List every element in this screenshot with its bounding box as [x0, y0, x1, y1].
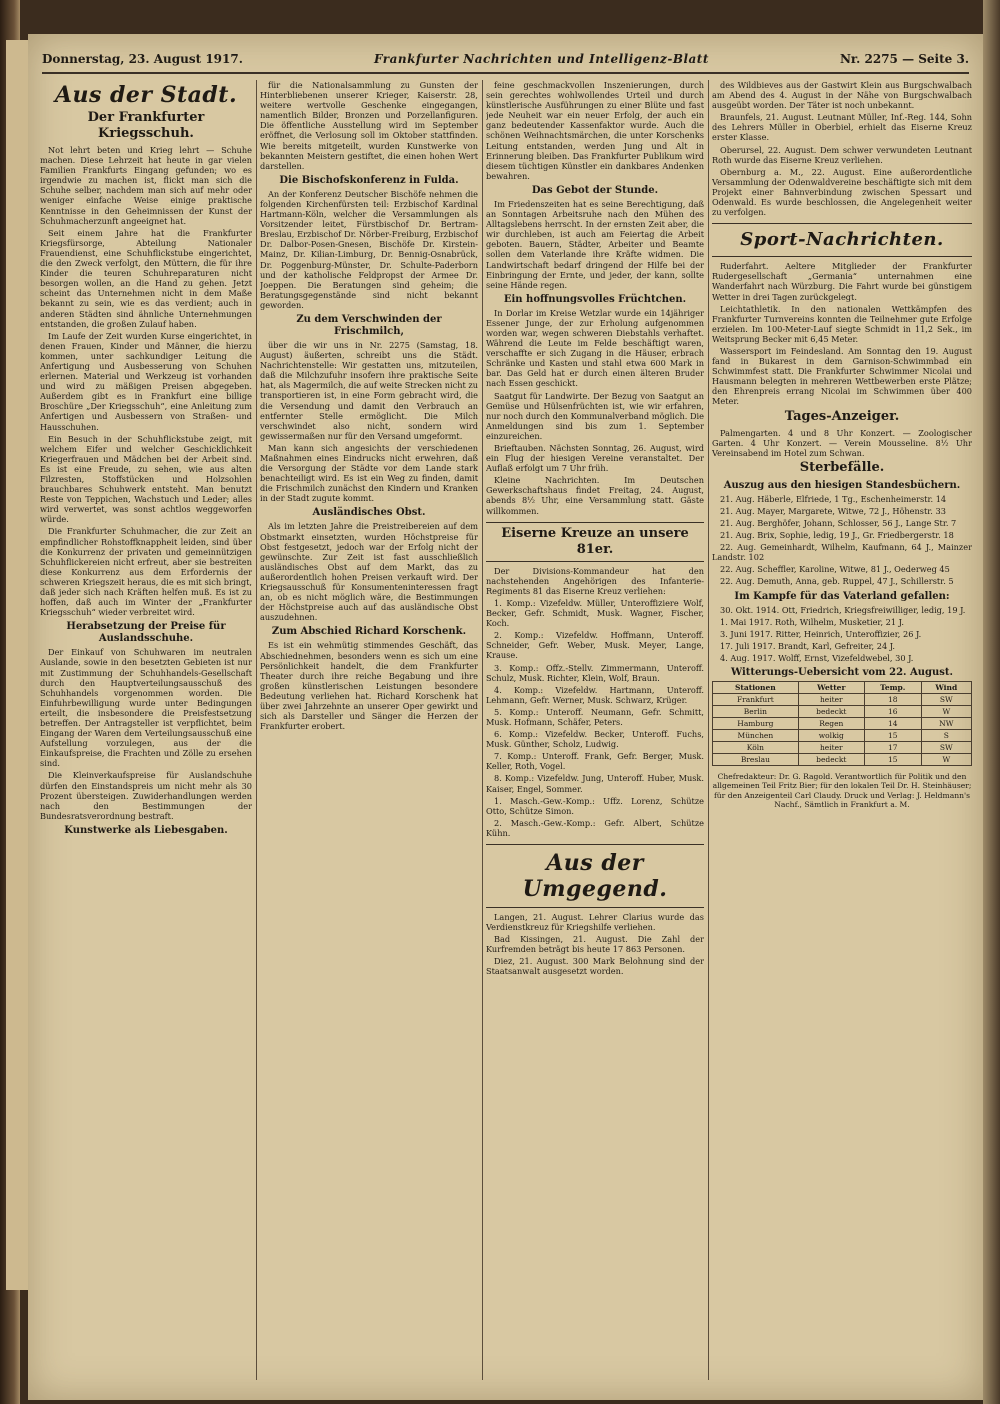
table-cell: Regen — [798, 718, 864, 730]
paragraph: Bad Kissingen, 21. August. Die Zahl der Kurfremden beträgt bis heute 17 863 Personen. — [486, 934, 704, 955]
header-date: Donnerstag, 23. August 1917. — [42, 52, 243, 66]
table-cell: W — [921, 754, 971, 766]
table-row — [713, 742, 972, 754]
paragraph: Leichtathletik. In den nationalen Wettkämpfen des Frankfurter Turnvereins konnten die Teilnehmer gute Erfolge erzielen. Im 100-Meter-Lauf siegte Schmidt in 11,2 Sek., im Weitsprung Becker mit 6,45 Meter. — [712, 303, 972, 344]
weather-table — [712, 681, 972, 766]
table-cell: 18 — [864, 694, 921, 706]
column-divider — [482, 80, 483, 1380]
paragraph: Wassersport im Feindesland. Am Sonntag den 19. August fand in Bukarest in dem Garnison-Schwimmbad ein Schwimmfest statt. Die Frankfurter Schwimmer Nicolai und Hausmann belegten in mehreren Wettbewerben erste Plätze; den Ehrenpreis errang Nicolai im Schwimmen über 400 Meter. — [712, 345, 972, 407]
table-row — [713, 694, 972, 706]
newspaper-page — [28, 34, 983, 1400]
paragraph: Der Divisions-Kommandeur hat den nachstehenden Angehörigen des Infanterie-Regiments 81 das Eiserne Kreuz verliehen: — [486, 565, 704, 596]
article-title-fruechtchen: Ein hoffnungsvolles Früchtchen. — [503, 293, 687, 305]
paragraph: Seit einem Jahre hat die Frankfurter Kriegsfürsorge, Abteilung Nationaler Frauendienst, eine Schuhflickstube eingerichtet, die den Zweck verfolgt, den Müttern, die für ihre Kinder die teuren Schuhreparaturen nicht besorgen wollen, an die Hand zu gehen. Jetzt scheint das Unternehmen nicht in dem Maße bekannt zu sein, wie es das verdient; auch in anderen Städten sind ähnliche Unternehmungen entstanden, die großen Zulauf haben. — [40, 227, 252, 329]
fallen-entry: 3. Juni 1917. Ritter, Heinrich, Unteroffizier, 26 J. — [720, 628, 922, 639]
death-entry: 21. Aug. Mayer, Margarete, Witwe, 72 J., Höhenstr. 33 — [720, 505, 946, 516]
paragraph: feine geschmackvollen Inszenierungen, durch sein gerechtes wohlwollendes Urteil und durch künstlerische Ausführungen zu einer Blüte und fast jede Neuheit war ein neuer Erfolg, der auch ein ganz bedeutender Kassenfaktor wurde. Auch die schönen Weihnachtsmärchen, die unter Korschenks Leitung entstanden, werden Jung und Alt in Erinnerung bleiben. Das Frankfurter Publikum wird diesem tüchtigen Künstler ein dankbares Andenken bewahren. — [486, 80, 704, 181]
paragraph: Palmengarten. 4 und 8 Uhr Konzert. — Zoologischer Garten. 4 Uhr Konzert. — Verein Mousseline. 8½ Uhr Vereinsabend im Hotel zum Schwan. — [712, 427, 972, 458]
paragraph: Braunfels, 21. August. Leutnant Müller, Inf.-Reg. 144, Sohn des Lehrers Müller in Oberbiel, erhielt das Eiserne Kreuz erster Klasse. — [712, 112, 972, 143]
news-note: Kleine Nachrichten. Im Deutschen Gewerkschaftshaus findet Freitag, 24. August, abends 8½ Uhr, eine Versammlung statt. Gäste willkommen. — [486, 475, 704, 516]
section-title-tages-anzeiger: Tages-Anzeiger. — [784, 408, 900, 424]
umgegend-header — [486, 844, 704, 908]
table-row — [713, 730, 972, 742]
section-title-sport: Sport-Nachrichten. — [740, 229, 944, 251]
death-entry: 21. Aug. Brix, Sophie, ledig, 19 J., Gr. Friedbergerstr. 18 — [720, 530, 954, 541]
header-masthead: Frankfurter Nachrichten und Intelligenz-Blatt — [373, 52, 709, 66]
list-item: 5. Komp.: Unteroff. Neumann, Gefr. Schmitt, Musk. Hofmann, Schäfer, Peters. — [486, 706, 704, 727]
table-cell: 15 — [864, 754, 921, 766]
column-4 — [712, 80, 972, 1380]
paragraph: Der Einkauf von Schuhwaren im neutralen Auslande, sowie in den besetzten Gebieten ist nur mit Zustimmung der Schuhhandels-Gesellschaft durch den Hauptverteilungsausschuß des Schuhhandels vorgenommen worden. Die Einfuhrbewilligung wurde unter Bedingungen erteilt, die insbesondere die Preisfestsetzung betreffen. Der Antragsteller ist verpflichtet, beim Eingang der Waren dem Verteilungsausschuß eine Aufstellung vorzulegen, aus der die Einkaufspreise, die Frachten und Zölle zu ersehen sind. — [40, 647, 252, 769]
column-divider — [256, 80, 257, 1380]
list-item: 6. Komp.: Vizefeldw. Becker, Unteroff. Fuchs, Musk. Günther, Scholz, Ludwig. — [486, 729, 704, 750]
table-cell: Frankfurt — [713, 694, 799, 706]
article-title-bischofskonferenz: Die Bischofskonferenz in Fulda. — [279, 174, 459, 186]
paragraph: In Dorlar im Kreise Wetzlar wurde ein 14jähriger Essener Junge, der zur Erholung aufgenommen worden war, wegen schweren Diebstahls verhaftet. Während die Leute im Felde beschäftigt waren, verschaffte er sich Zugang in die Häuser, erbrach Schränke und Kasten und stahl etwa 600 Mark in bar. Das Geld hat er durch einen älteren Bruder nach Essen geschickt. — [486, 307, 704, 389]
fallen-entry: 17. Juli 1917. Brandt, Karl, Gefreiter, 24 J. — [720, 640, 896, 651]
table-cell: München — [713, 730, 799, 742]
paragraph: Langen, 21. August. Lehrer Clarius wurde das Verdienstkreuz für Kriegshilfe verliehen. — [486, 912, 704, 933]
table-cell: Hamburg — [713, 718, 799, 730]
section-title-sterbefaelle: Sterbefälle. — [799, 459, 885, 475]
list-item: 8. Komp.: Vizefeldw. Jung, Unteroff. Huber, Musk. Kaiser, Engel, Sommer. — [486, 773, 704, 794]
table-cell: Breslau — [713, 754, 799, 766]
paragraph: Im Laufe der Zeit wurden Kurse eingerichtet, in denen Frauen, Kinder und Männer, die hierzu kommen, unter sachkundiger Leitung die Anfertigung und Ausbesserung von Schuhen erlernen. Material und Werkzeug ist vorhanden und wird zu mäßigen Preisen abgegeben. Außerdem gibt es in Frankfurt eine billige Broschüre „Der Kriegsschuh“, eine Anleitung zum Anfertigen und Ausbessern von Straßen- und Hausschuhen. — [40, 330, 252, 432]
paragraph: Obernburg a. M., 22. August. Eine außerordentliche Versammlung der Odenwaldvereine beschäftigte sich mit dem Projekt einer Bahnverbindung zwischen Spessart und Odenwald. Es wurde beschlossen, die Angelegenheit weiter zu verfolgen. — [712, 166, 972, 218]
table-cell: 16 — [864, 706, 921, 718]
death-entry: 21. Aug. Häberle, Elfriede, 1 Tg., Eschenheimerstr. 14 — [720, 493, 947, 504]
table-row — [713, 706, 972, 718]
table-cell: NW — [921, 718, 971, 730]
table-header-row — [713, 682, 972, 694]
article-title-preise: Herabsetzung der Preise für Auslandsschuhe. — [66, 621, 226, 645]
death-entry: 22. Aug. Demuth, Anna, geb. Ruppel, 47 J., Schillerstr. 5 — [720, 576, 954, 587]
paragraph: für die Nationalsammlung zu Gunsten der Hinterbliebenen unserer Krieger, Kaiserstr. 28, weitere wertvolle Geschenke eingegangen, namentlich Bilder, Bronzen und Porzellanfiguren. Die öffentliche Ausstellung wird im September eröffnet, die Verlosung soll im Oktober stattfinden. Wie bereits mitgeteilt, wurden Kunstwerke von bekannten Meistern gestiftet, die einen hohen Wert darstellen. — [260, 80, 478, 171]
header-page-number: Nr. 2275 — Seite 3. — [839, 52, 969, 66]
paragraph: Ruderfahrt. Aeltere Mitglieder der Frankfurter Rudergesellschaft „Germania“ unternahmen eine Wanderfahrt nach Würzburg. Die Fahrt wurde bei günstigem Wetter in drei Tagen zurückgelegt. — [712, 261, 972, 302]
paragraph: An der Konferenz Deutscher Bischöfe nehmen die folgenden Kirchenfürsten teil: Erzbischof Kardinal Hartmann-Köln, welcher die Versammlungen als Vorsitzender leitet, Fürstbischof Dr. Bertram-Breslau, Erzbischof Dr. Nörber-Freiburg, Erzbischof Dr. Dalbor-Posen-Gnesen, Bischöfe Dr. Kirstein-Mainz, Dr. Kilian-Limburg, Dr. Bennig-Osnabrück, Dr. Poggenburg-Münster, Dr. Schulte-Paderborn und der katholische Feldpropst der Armee Dr. Joeppen. Die Beratungen sind geheim; die Beratungsgegenstände sind nicht bekannt geworden. — [260, 188, 478, 310]
death-entry: 22. Aug. Gemeinhardt, Wilhelm, Kaufmann, 64 J., Mainzer Landstr. 102 — [712, 542, 972, 563]
column-3 — [486, 80, 704, 1380]
table-header: Stationen — [713, 682, 799, 694]
list-item: 4. Komp.: Vizefeldw. Hartmann, Unteroff. Lehmann, Gefr. Werner, Musk. Schwarz, Krüger. — [486, 684, 704, 705]
list-item: 7. Komp.: Unteroff. Frank, Gefr. Berger, Musk. Keller, Roth, Vogel. — [486, 751, 704, 772]
paragraph: Not lehrt beten und Krieg lehrt — Schuhe machen. Diese Lehrzeit hat heute in gar vielen Familien Frankfurts Eingang gefunden; wo es irgendwie zu machen ist, flickt man sich die Schuhe selber, nachdem man sich auf mehr oder weniger einfache Weise einige praktische Kenntnisse in den Geheimnissen der Kunst der Schuhmacherzunft angeeignet hat. — [40, 145, 252, 226]
section-title-umgegend: Aus der Umgegend. — [522, 850, 668, 902]
article-title-kriegsschuh: Der Frankfurter Kriegsschuh. — [87, 110, 205, 141]
paragraph: Man kann sich angesichts der verschiedenen Maßnahmen eines Eindrucks nicht erwehren, daß die Versorgung der Städte vor dem Lande stark benachteiligt wird. Es ist ein Weg zu finden, damit die Frischmilch zunächst den Kindern und Kranken in der Stadt zugute kommt. — [260, 442, 478, 504]
death-entry: 21. Aug. Berghöfer, Johann, Schlosser, 56 J., Lange Str. 7 — [720, 518, 957, 528]
imprint: Chefredakteur: Dr. G. Ragold. Verantwortlich für Politik und den allgemeinen Teil Fritz Bier; für den lokalen Teil Dr. H. Steinhäuser; für den Anzeigenteil Carl Claudy. Druck und Verlag: J. Heldmann's Nachf., Sämtlich in Frankfurt a. M. — [712, 772, 972, 810]
article-title-kunstwerke: Kunstwerke als Liebesgaben. — [64, 824, 228, 836]
list-item: 1. Masch.-Gew.-Komp.: Uffz. Lorenz, Schütze Otto, Schütze Simon. — [486, 795, 704, 816]
fallen-entry: 30. Okt. 1914. Ott, Friedrich, Kriegsfreiwilliger, ledig, 19 J. — [720, 604, 966, 615]
sport-header — [712, 223, 972, 257]
table-cell: 15 — [864, 730, 921, 742]
paragraph: Als im letzten Jahre die Preistreibereien auf dem Obstmarkt einsetzten, wurden Höchstpreise für Obst festgesetzt, jedoch war der Erfolg nicht der gewünschte. Zur Zeit ist fast ausschließlich ausländisches Obst auf dem Markt, das zu außerordentlich hohen Preisen verkauft wird. Der Kriegsausschuß für Konsumenteninteressen fragt an, ob es nicht möglich wäre, die Bestimmungen der Höchstpreise auch auf das ausländische Obst auszudehnen. — [260, 521, 478, 623]
table-cell: Köln — [713, 742, 799, 754]
section-title-city: Aus der Stadt. — [54, 82, 238, 108]
table-cell: SW — [921, 742, 971, 754]
table-row — [713, 718, 972, 730]
column-divider — [708, 80, 709, 1380]
column-2 — [260, 80, 478, 1380]
table-cell: W — [921, 706, 971, 718]
list-item: 1. Komp.: Vizefeldw. Müller, Unteroffiziere Wolf, Becker, Gefr. Schmidt, Musk. Wagner, Fischer, Koch. — [486, 597, 704, 629]
paragraph: über die wir uns in Nr. 2275 (Samstag, 18. August) äußerten, schreibt uns die Städt. Nachrichtenstelle: Wir gestatten uns, mitzuteilen, daß die Milchzufuhr insofern ihre praktische Seite hat, als Magermilch, die auf weite Strecken nicht zu transportieren ist, in eine Form gebracht wird, die die Versendung und damit den Verbrauch an entfernter Stelle ermöglicht. Die Milch verschwindet also nicht, sondern wird gewissermaßen nur für den Versand umgeformt. — [260, 339, 478, 441]
table-cell: heiter — [798, 694, 864, 706]
table-cell: 17 — [864, 742, 921, 754]
paragraph: Diez, 21. August. 300 Mark Belohnung sind der Staatsanwalt ausgesetzt worden. — [486, 956, 704, 977]
eiserne-kreuze-header — [486, 522, 704, 562]
table-cell: heiter — [798, 742, 864, 754]
paragraph: Ein Besuch in der Schuhflickstube zeigt, mit welchem Eifer und welcher Geschicklichkeit Kriegerfrauen und Mädchen bei der Arbeit sind. Es ist eine Freude, zu sehen, wie aus alten Filzresten, Stoffstücken und Holzsohlen brauchbares Schuhwerk entsteht. Man benutzt Reste von Teppichen, Wachstuch und Leder; alles wird verwertet, was sonst achtlos weggeworfen würde. — [40, 433, 252, 525]
article-title-gebot: Das Gebot der Stunde. — [531, 184, 659, 196]
table-header: Wetter — [798, 682, 864, 694]
article-title-obst: Ausländisches Obst. — [312, 507, 426, 519]
table-cell: SW — [921, 694, 971, 706]
paragraph: des Wildbieves aus der Gastwirt Klein aus Burgschwalbach am Abend des 4. August in der Nähe von Burgschwalbach ausgeübt worden. Der Täter ist noch unbekannt. — [712, 80, 972, 111]
list-item: 2. Komp.: Vizefeldw. Hoffmann, Unteroff. Schneider, Gefr. Weber, Musk. Meyer, Lange, Krause. — [486, 630, 704, 661]
table-header: Temp. — [864, 682, 921, 694]
article-title-abschied: Zum Abschied Richard Korschenk. — [271, 626, 467, 638]
paragraph: Oberursel, 22. August. Dem schwer verwundeten Leutnant Roth wurde das Eiserne Kreuz verliehen. — [712, 144, 972, 165]
page-header — [42, 52, 969, 74]
list-item: 2. Masch.-Gew.-Komp.: Gefr. Albert, Schütze Kühn. — [486, 817, 704, 838]
death-entry: 22. Aug. Scheffler, Karoline, Witwe, 81 J., Oederweg 45 — [720, 564, 950, 575]
list-item: 3. Komp.: Offz.-Stellv. Zimmermann, Unteroff. Schulz, Musk. Richter, Klein, Wolf, Braun. — [486, 662, 704, 683]
fallen-entry: 1. Mai 1917. Roth, Wilhelm, Musketier, 21 J. — [720, 616, 904, 627]
fallen-entry: 4. Aug. 1917. Wolff, Ernst, Vizefeldwebel, 30 J. — [720, 652, 914, 663]
table-cell: bedeckt — [798, 754, 864, 766]
article-title-frischmilch: Zu dem Verschwinden der Frischmilch, — [296, 313, 442, 337]
news-note: Brieftauben. Nächsten Sonntag, 26. August, wird ein Flug der hiesigen Vereine veranstaltet. Der Auflaß erfolgt um 7 Uhr früh. — [486, 443, 704, 474]
paragraph: Im Friedenszeiten hat es seine Berechtigung, daß an Sonntagen Arbeitsruhe nach den Mühen des Alltagslebens herrscht. In der ernsten Zeit aber, die wir durchleben, ist auch am Feiertag die Arbeit geboten. Bauern, Städter, Arbeiter und Beamte sollen dem Vaterlande ihre Kräfte widmen. Die Landwirtschaft bedarf dringend der Hilfe bei der Einbringung der Ernte, und jeder, der kann, sollte seine Hände regen. — [486, 198, 704, 290]
book-edge-right — [983, 0, 1000, 1404]
table-cell: 14 — [864, 718, 921, 730]
table-cell: bedeckt — [798, 706, 864, 718]
weather-title: Witterungs-Uebersicht vom 22. August. — [730, 667, 954, 679]
news-note: Saatgut für Landwirte. Der Bezug von Saatgut an Gemüse und Hülsenfrüchten ist, wie wir erfahren, nur noch durch den Kommunalverband möglich. Die Anmeldungen sind bis zum 1. September einzureichen. — [486, 390, 704, 441]
table-row — [713, 754, 972, 766]
paragraph: Es ist ein wehmütig stimmendes Geschäft, das Abschiednehmen, besonders wenn es sich um eine Persönlichkeit handelt, die dem Frankfurter Theater durch ihre reiche Begabung und ihre großen künstlerischen Leistungen besondere Bedeutung verliehen hat. Richard Korschenk hat über zwei Jahrzehnte an unserer Oper gewirkt und sich als Darsteller und Sänger die Herzen der Frankfurter erobert. — [260, 640, 478, 732]
table-cell: S — [921, 730, 971, 742]
article-title-eiserne-kreuze: Eiserne Kreuze an unsere 81er. — [501, 525, 689, 557]
column-1 — [40, 80, 252, 1380]
table-header: Wind — [921, 682, 971, 694]
section-title-gefallen: Im Kampfe für das Vaterland gefallen: — [734, 590, 950, 602]
table-cell: wolkig — [798, 730, 864, 742]
paragraph: Die Frankfurter Schuhmacher, die zur Zeit an empfindlicher Rohstoffknappheit leiden, sind über die Konkurrenz der privaten und gemeinnützigen Schuhflickereien nicht erfreut, aber sie bestreiten diese Konkurrenz aus dem Erfordernis der schweren Kriegszeit heraus, die es mit sich bringt, daß jeder sich nach Kräften helfen muß. Es ist zu hoffen, daß auch im Winter der „Frankfurter Kriegsschuh“ wieder verbreitet wird. — [40, 526, 252, 618]
table-cell: Berlin — [713, 706, 799, 718]
paragraph: Die Kleinverkaufspreise für Auslandschuhe dürfen den Einstandspreis um nicht mehr als 30 Prozent übersteigen. Zuwiderhandlungen werden nach den Bestimmungen der Bundesratsverordnung bestraft. — [40, 770, 252, 821]
sterbefaelle-intro: Auszug aus den hiesigen Standesbüchern. — [723, 479, 961, 491]
